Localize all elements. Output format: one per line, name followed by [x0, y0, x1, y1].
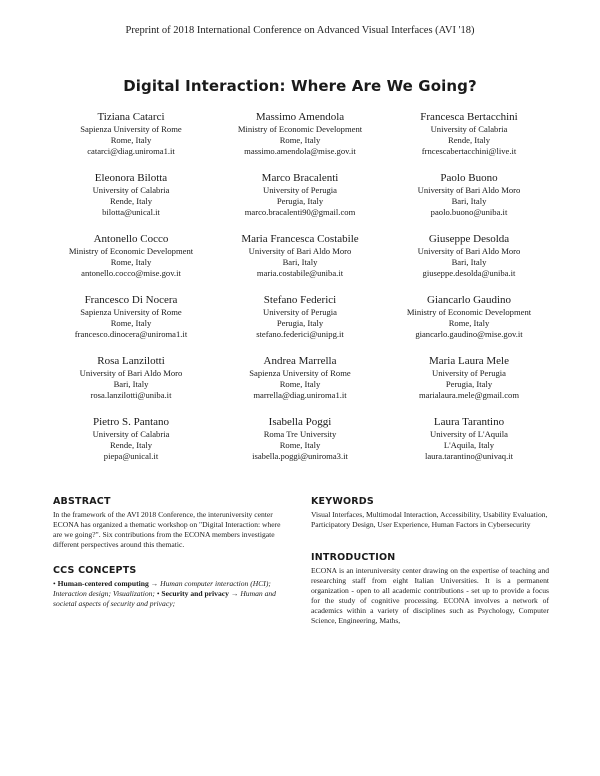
author-name: Paolo Buono [440, 172, 498, 184]
ccs-bullet: • [154, 589, 162, 598]
author-affiliation: Ministry of Economic Development [406, 307, 532, 317]
author-block [46, 415, 216, 462]
author-location: Rome, Italy [279, 135, 321, 145]
author-location: Rende, Italy [110, 440, 152, 450]
author-email: rosa.lanzilotti@uniba.it [90, 390, 172, 400]
author-location: Perugia, Italy [276, 318, 324, 328]
author-location: Perugia, Italy [276, 196, 324, 206]
author-location: Rome, Italy [110, 257, 152, 267]
author-location: Bari, Italy [451, 257, 487, 267]
author-name: Massimo Amendola [255, 111, 345, 123]
author-name: Laura Tarantino [433, 416, 505, 428]
paper-title: Digital Interaction: Where Are We Going? [123, 77, 477, 95]
introduction-text: ECONA is an interuniversity center drawing on the expertise of teaching and researching staff from eight Italian Universities. It is a permanent organization - open to all academic contributions - set up to provide a focus for the study of cognitive processing. ECONA involves a network of academics within a variety of disciplines such as Psychology, Computer Science, Engineering, Maths, [311, 566, 549, 625]
abstract-text: In the framework of the AVI 2018 Conference, the interuniversity center ECONA has organized a thematic workshop on "Digital Interaction: where are we going?". Six contributions from the ECONA members investigate different perspectives around this thematic. [53, 510, 281, 549]
author-affiliation: Ministry of Economic Development [68, 246, 194, 256]
author-block [46, 293, 216, 340]
author-block [216, 415, 384, 462]
author-email: isabella.poggi@uniroma3.it [252, 451, 348, 461]
author-affiliation: University of Bari Aldo Moro [417, 185, 521, 195]
author-affiliation: University of Calabria [430, 124, 508, 134]
author-email: paolo.buono@uniba.it [430, 207, 508, 217]
ccs-term: Security and privacy [161, 589, 229, 598]
author-email: bilotta@unical.it [102, 207, 160, 217]
author-name: Rosa Lanzilotti [97, 355, 165, 367]
ccs-term: Human-centered computing [57, 579, 149, 588]
author-location: Bari, Italy [282, 257, 318, 267]
author-email: stefano.federici@unipg.it [256, 329, 344, 339]
author-block [46, 354, 216, 401]
author-email: catarci@diag.uniroma1.it [87, 146, 175, 156]
abstract-heading: ABSTRACT [53, 496, 111, 507]
author-location: Rome, Italy [279, 440, 321, 450]
author-email: massimo.amendola@mise.gov.it [244, 146, 356, 156]
author-location: Bari, Italy [451, 196, 487, 206]
author-grid [46, 110, 554, 462]
author-email: giancarlo.gaudino@mise.gov.it [415, 329, 523, 339]
author-email: antonello.cocco@mise.gov.it [81, 268, 181, 278]
author-affiliation: University of Calabria [92, 429, 170, 439]
left-column [53, 496, 291, 609]
right-column [311, 496, 549, 626]
author-email: frncescabertacchini@live.it [421, 146, 517, 156]
author-affiliation: Ministry of Economic Development [237, 124, 363, 134]
author-block [216, 171, 384, 218]
author-block [384, 293, 554, 340]
author-affiliation: University of Perugia [263, 307, 337, 317]
author-affiliation: University of Perugia [263, 185, 337, 195]
keywords-heading: KEYWORDS [311, 496, 374, 507]
author-name: Eleonora Bilotta [94, 172, 168, 184]
author-name: Antonello Cocco [93, 233, 169, 245]
author-block [46, 232, 216, 279]
author-name: Pietro S. Pantano [92, 416, 170, 428]
author-email: maria.costabile@uniba.it [256, 268, 344, 278]
author-location: Rende, Italy [110, 196, 152, 206]
ccs-desc: Human and societal aspects of security and privacy; [53, 589, 276, 608]
author-name: Tiziana Catarci [97, 111, 165, 123]
author-email: marialaura.mele@gmail.com [418, 390, 520, 400]
author-email: marrella@diag.uniroma1.it [253, 390, 347, 400]
author-block [216, 232, 384, 279]
author-block [384, 354, 554, 401]
author-location: Perugia, Italy [445, 379, 493, 389]
author-block [384, 415, 554, 462]
ccs-bullet: • [53, 579, 58, 588]
author-name: Maria Laura Mele [428, 355, 509, 367]
author-location: Bari, Italy [113, 379, 149, 389]
author-location: Rome, Italy [279, 379, 321, 389]
author-name: Stefano Federici [263, 294, 337, 306]
author-name: Marco Bracalenti [261, 172, 339, 184]
author-affiliation: Sapienza University of Rome [249, 368, 351, 378]
author-affiliation: University of Bari Aldo Moro [79, 368, 183, 378]
author-email: giuseppe.desolda@uniba.it [422, 268, 516, 278]
author-name: Francesca Bertacchini [420, 111, 518, 123]
ccs-arrow: → [228, 589, 241, 598]
author-affiliation: Roma Tre University [263, 429, 337, 439]
author-email: marco.bracalenti90@gmail.com [244, 207, 356, 217]
author-location: Rende, Italy [448, 135, 490, 145]
author-affiliation: University of Perugia [432, 368, 506, 378]
author-name: Isabella Poggi [268, 416, 332, 428]
author-name: Giuseppe Desolda [428, 233, 510, 245]
author-name: Giancarlo Gaudino [427, 294, 511, 306]
author-affiliation: University of Bari Aldo Moro [248, 246, 352, 256]
author-location: Rome, Italy [448, 318, 490, 328]
author-email: laura.tarantino@univaq.it [424, 451, 514, 461]
author-block [216, 110, 384, 157]
author-block [216, 354, 384, 401]
author-email: francesco.dinocera@uniroma1.it [74, 329, 188, 339]
author-block [46, 110, 216, 157]
ccs-desc: Human computer interaction (HCI); Interaction design; Visualization; [53, 579, 271, 598]
author-block [384, 110, 554, 157]
author-affiliation: Sapienza University of Rome [80, 124, 182, 134]
author-location: Rome, Italy [110, 135, 152, 145]
author-location: L'Aquila, Italy [443, 440, 495, 450]
author-block [46, 171, 216, 218]
author-name: Maria Francesca Costabile [241, 233, 359, 245]
author-block [384, 171, 554, 218]
author-affiliation: University of Calabria [92, 185, 170, 195]
author-name: Andrea Marrella [263, 355, 337, 367]
author-affiliation: University of L'Aquila [430, 429, 508, 439]
author-affiliation: Sapienza University of Rome [80, 307, 182, 317]
author-name: Francesco Di Nocera [84, 294, 178, 306]
author-location: Rome, Italy [110, 318, 152, 328]
author-email: piepa@unical.it [103, 451, 159, 461]
author-block [216, 293, 384, 340]
author-affiliation: University of Bari Aldo Moro [417, 246, 521, 256]
ccs-heading: CCS CONCEPTS [53, 565, 137, 576]
ccs-text [53, 579, 291, 609]
ccs-arrow: → [148, 579, 161, 588]
introduction-heading: INTRODUCTION [311, 552, 396, 563]
keywords-text: Visual Interfaces, Multimodal Interaction, Accessibility, Usability Evaluation, Participatory Design, User Experience, Human Factors in Cybersecurity [311, 510, 548, 529]
running-header: Preprint of 2018 International Conference on Advanced Visual Interfaces (AVI '18) [125, 25, 475, 36]
author-block [384, 232, 554, 279]
